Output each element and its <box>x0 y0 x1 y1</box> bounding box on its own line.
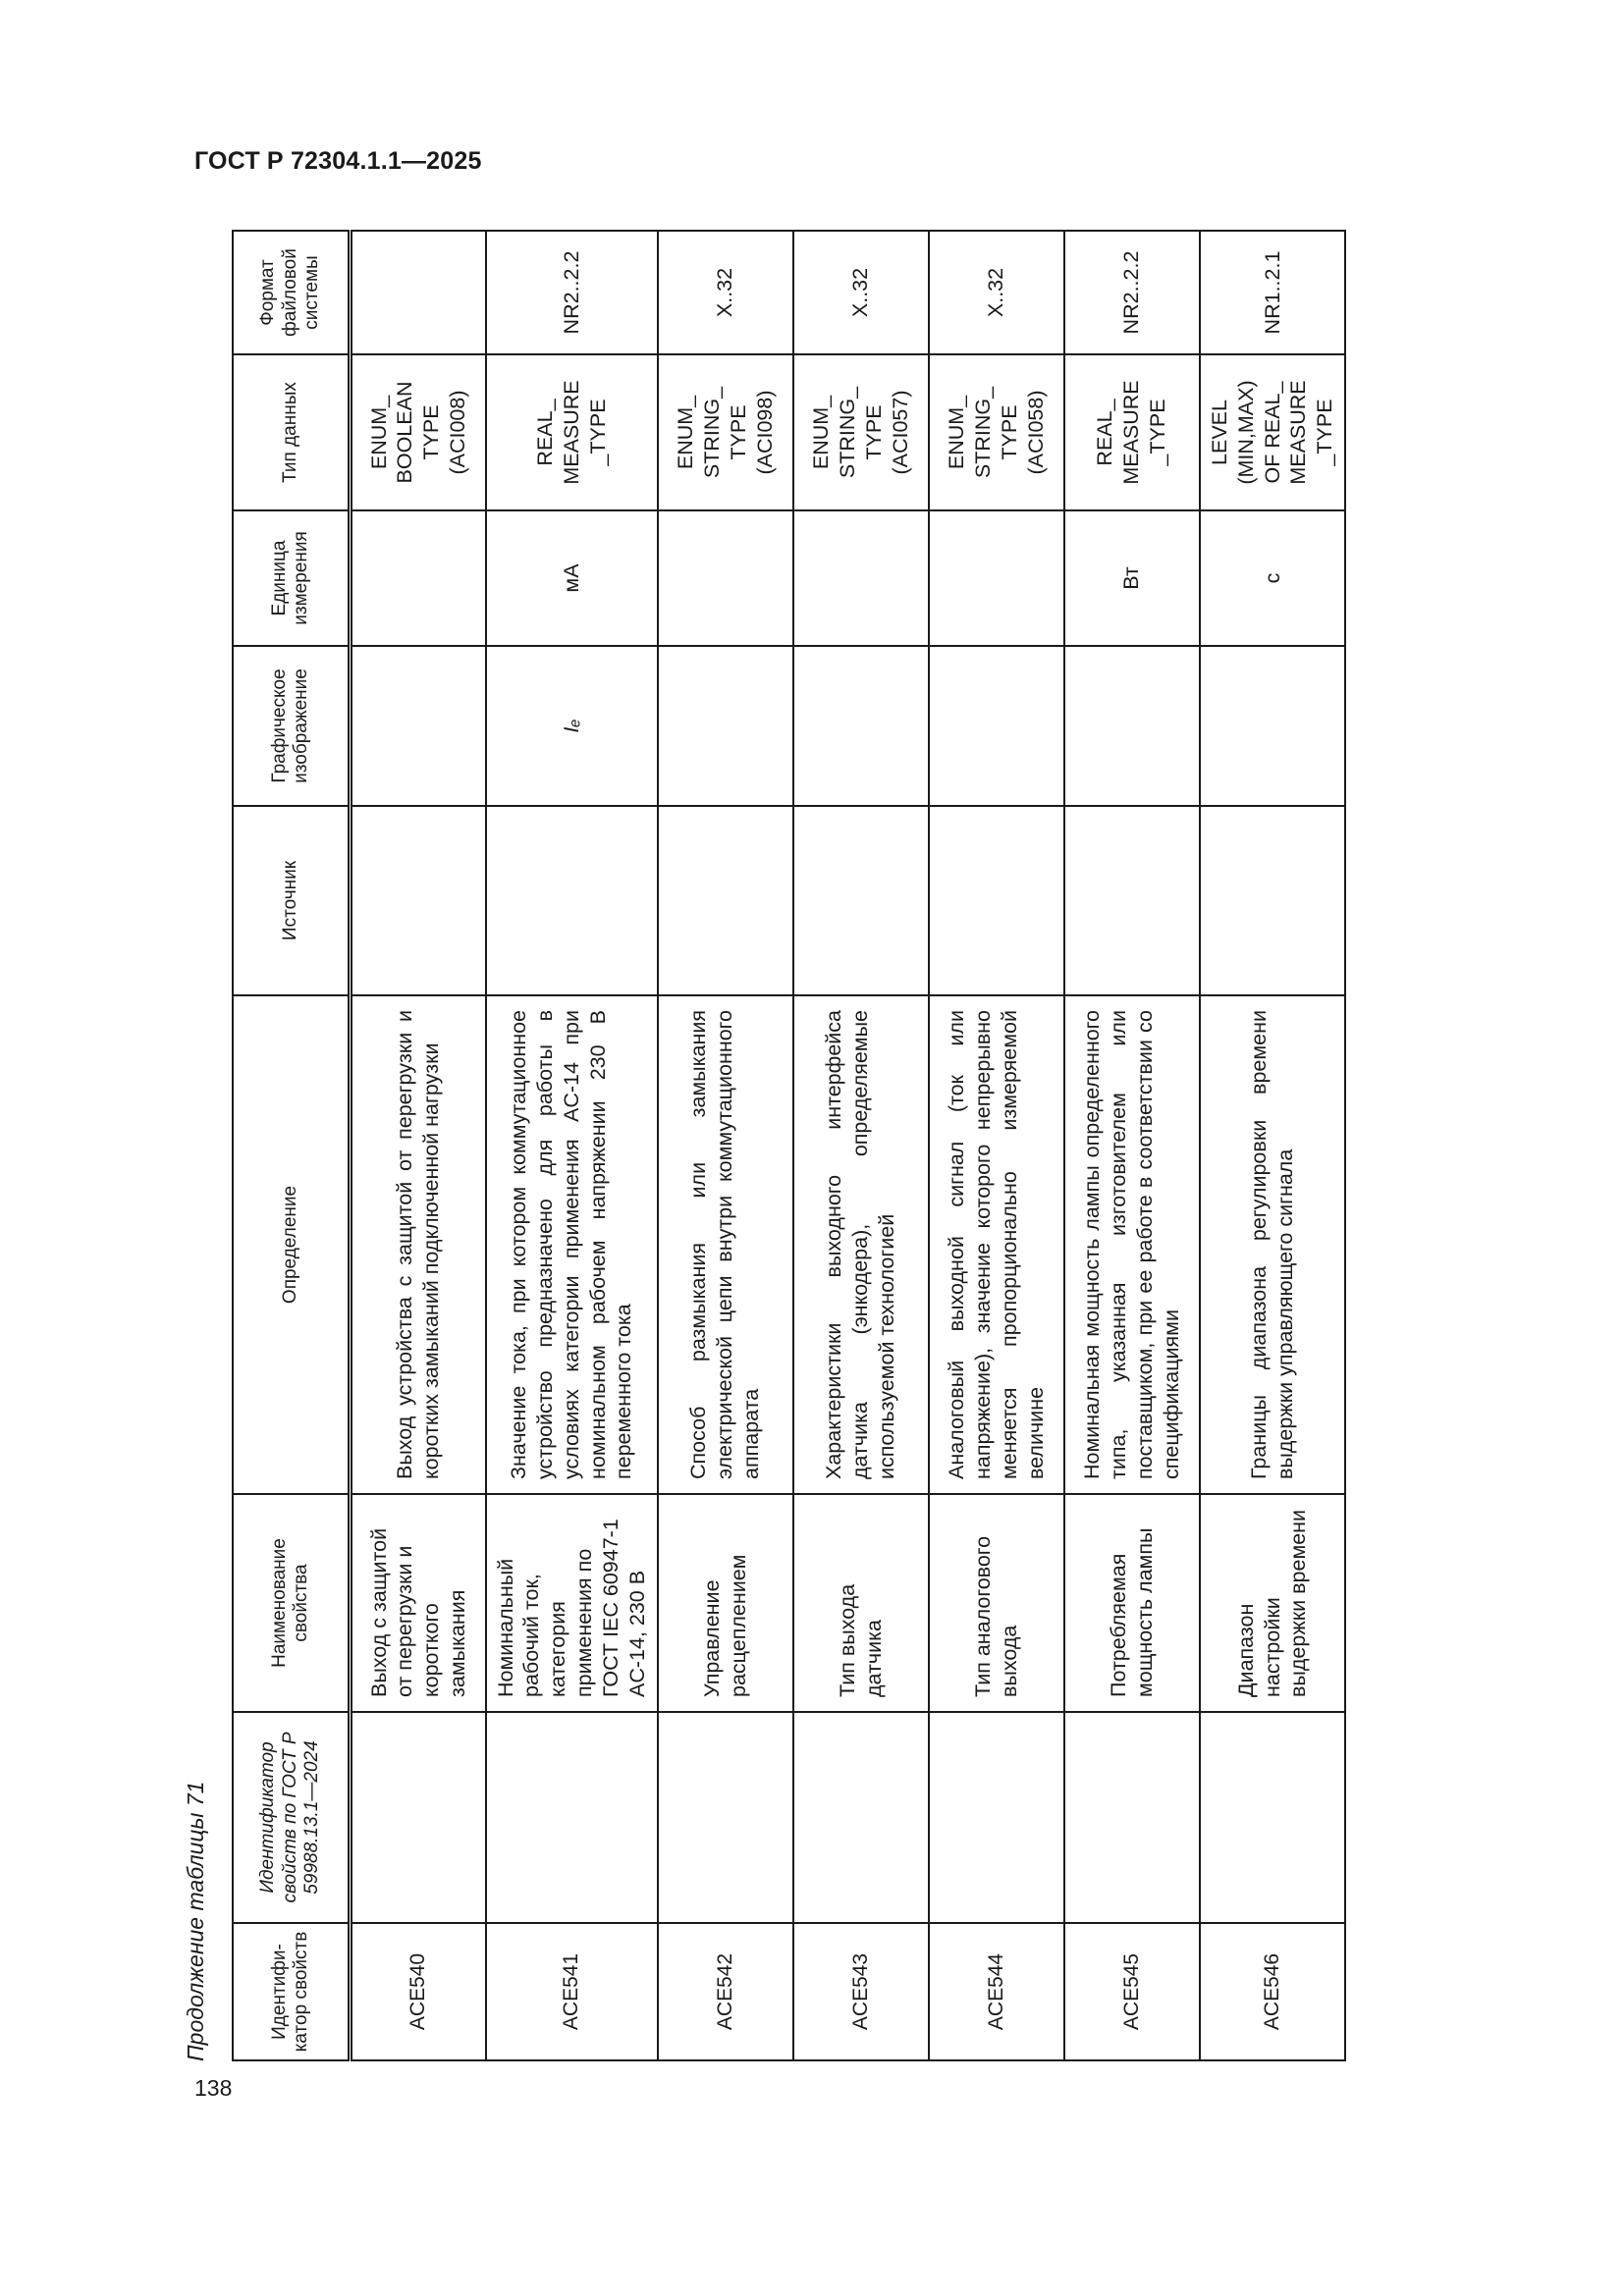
table-row <box>658 231 793 2060</box>
cell-data-type: ENUM_ STRING_ TYPE (ACI058) <box>929 354 1064 510</box>
cell-unit: мА <box>486 510 658 646</box>
cell-source <box>1200 806 1345 995</box>
cell-id: ACE540 <box>351 1923 486 2060</box>
table-row <box>486 231 658 2060</box>
cell-name: Потребляемая мощность лампы <box>1064 1494 1200 1712</box>
cell-id: ACE541 <box>486 1923 658 2060</box>
cell-gost-id <box>929 1712 1064 1923</box>
cell-definition: Характеристики выходного интерфейса датчика (энкодера), определяемые используемой технологией <box>793 995 929 1494</box>
cell-name: Тип аналогового выхода <box>929 1494 1064 1712</box>
cell-symbol <box>793 646 929 806</box>
cell-data-type: ENUM_ BOOLEAN TYPE (ACI008) <box>351 354 486 510</box>
table-row <box>1200 231 1345 2060</box>
table-row <box>1064 231 1200 2060</box>
cell-symbol <box>1200 646 1345 806</box>
cell-gost-id <box>1064 1712 1200 1923</box>
cell-format: NR2..2.2 <box>486 231 658 354</box>
cell-unit <box>793 510 929 646</box>
document-header: ГОСТ Р 72304.1.1—2025 <box>194 147 482 175</box>
col-header-unit: Единица измерения <box>233 510 351 646</box>
cell-name: Управление расцеплением <box>658 1494 793 1712</box>
cell-data-type: REAL_ MEASURE _TYPE <box>1064 354 1200 510</box>
cell-gost-id <box>486 1712 658 1923</box>
cell-definition: Выход устройства с защитой от перегрузки и коротких замыканий подключенной нагрузки <box>351 995 486 1494</box>
cell-format: X..32 <box>929 231 1064 354</box>
col-header-data-type: Тип данных <box>233 354 351 510</box>
cell-data-type: ENUM_ STRING_ TYPE (ACI057) <box>793 354 929 510</box>
table-row <box>793 231 929 2060</box>
table-row <box>929 231 1064 2060</box>
cell-name: Выход с защитой от перегрузки и короткого замыкания <box>351 1494 486 1712</box>
cell-unit: с <box>1200 510 1345 646</box>
cell-format: NR1..2.1 <box>1200 231 1345 354</box>
cell-id: ACE543 <box>793 1923 929 2060</box>
col-header-source: Источник <box>233 806 351 995</box>
cell-data-type: ENUM_ STRING_ TYPE (ACI098) <box>658 354 793 510</box>
cell-id: ACE542 <box>658 1923 793 2060</box>
cell-name: Диапазон настройки выдержки времени <box>1200 1494 1345 1712</box>
cell-source <box>351 806 486 995</box>
cell-gost-id <box>1200 1712 1345 1923</box>
properties-table <box>232 230 1346 2061</box>
rotated-table-container <box>183 232 1434 2061</box>
table-row <box>351 231 486 2060</box>
cell-id: ACE545 <box>1064 1923 1200 2060</box>
cell-format: NR2..2.2 <box>1064 231 1200 354</box>
col-header-definition: Определение <box>233 995 351 1494</box>
col-header-name: Наименование свойства <box>233 1494 351 1712</box>
cell-source <box>486 806 658 995</box>
table-caption: Продолжение таблицы 71 <box>183 1781 208 2061</box>
cell-format: X..32 <box>793 231 929 354</box>
cell-name: Номинальный рабочий ток, категория применения по ГОСТ IEC 60947-1 AC-14, 230 В <box>486 1494 658 1712</box>
cell-definition: Аналоговый выходной сигнал (ток или напряжение), значение которого непрерывно меняется пропорционально измеряемой величине <box>929 995 1064 1494</box>
cell-unit <box>351 510 486 646</box>
cell-data-type: LEVEL (MIN,MAX) OF REAL_ MEASURE _TYPE <box>1200 354 1345 510</box>
cell-symbol: Iₑ <box>486 646 658 806</box>
cell-symbol <box>351 646 486 806</box>
cell-gost-id <box>351 1712 486 1923</box>
cell-symbol <box>658 646 793 806</box>
cell-id: ACE544 <box>929 1923 1064 2060</box>
col-header-gost-id: Идентификатор свойств по ГОСТ Р 59988.13.1—2024 <box>233 1712 351 1923</box>
cell-gost-id <box>793 1712 929 1923</box>
col-header-id: Идентифи-катор свойств <box>233 1923 351 2060</box>
cell-unit <box>658 510 793 646</box>
cell-unit <box>929 510 1064 646</box>
table-header-row <box>233 231 351 2060</box>
page-number: 138 <box>194 2075 233 2101</box>
cell-id: ACE546 <box>1200 1923 1345 2060</box>
cell-unit: Вт <box>1064 510 1200 646</box>
cell-source <box>1064 806 1200 995</box>
cell-name: Тип выхода датчика <box>793 1494 929 1712</box>
cell-source <box>929 806 1064 995</box>
cell-data-type: REAL_ MEASURE _TYPE <box>486 354 658 510</box>
cell-definition: Способ размыкания или замыкания электрической цепи внутри коммутационного аппарата <box>658 995 793 1494</box>
col-header-symbol: Графическое изображение <box>233 646 351 806</box>
cell-gost-id <box>658 1712 793 1923</box>
cell-format: X..32 <box>658 231 793 354</box>
cell-symbol <box>1064 646 1200 806</box>
cell-source <box>793 806 929 995</box>
col-header-format: Формат файловой системы <box>233 231 351 354</box>
cell-definition: Значение тока, при котором коммутационное устройство предназначено для работы в условиях категории применения AC-14 при номинальном рабочем напряжении 230 В переменного тока <box>486 995 658 1494</box>
cell-symbol <box>929 646 1064 806</box>
cell-format <box>351 231 486 354</box>
cell-definition: Границы диапазона регулировки времени выдержки управляющего сигнала <box>1200 995 1345 1494</box>
cell-source <box>658 806 793 995</box>
cell-definition: Номинальная мощность лампы определенного типа, указанная изготовителем или поставщиком, при ее работе в соответствии со спецификациями <box>1064 995 1200 1494</box>
